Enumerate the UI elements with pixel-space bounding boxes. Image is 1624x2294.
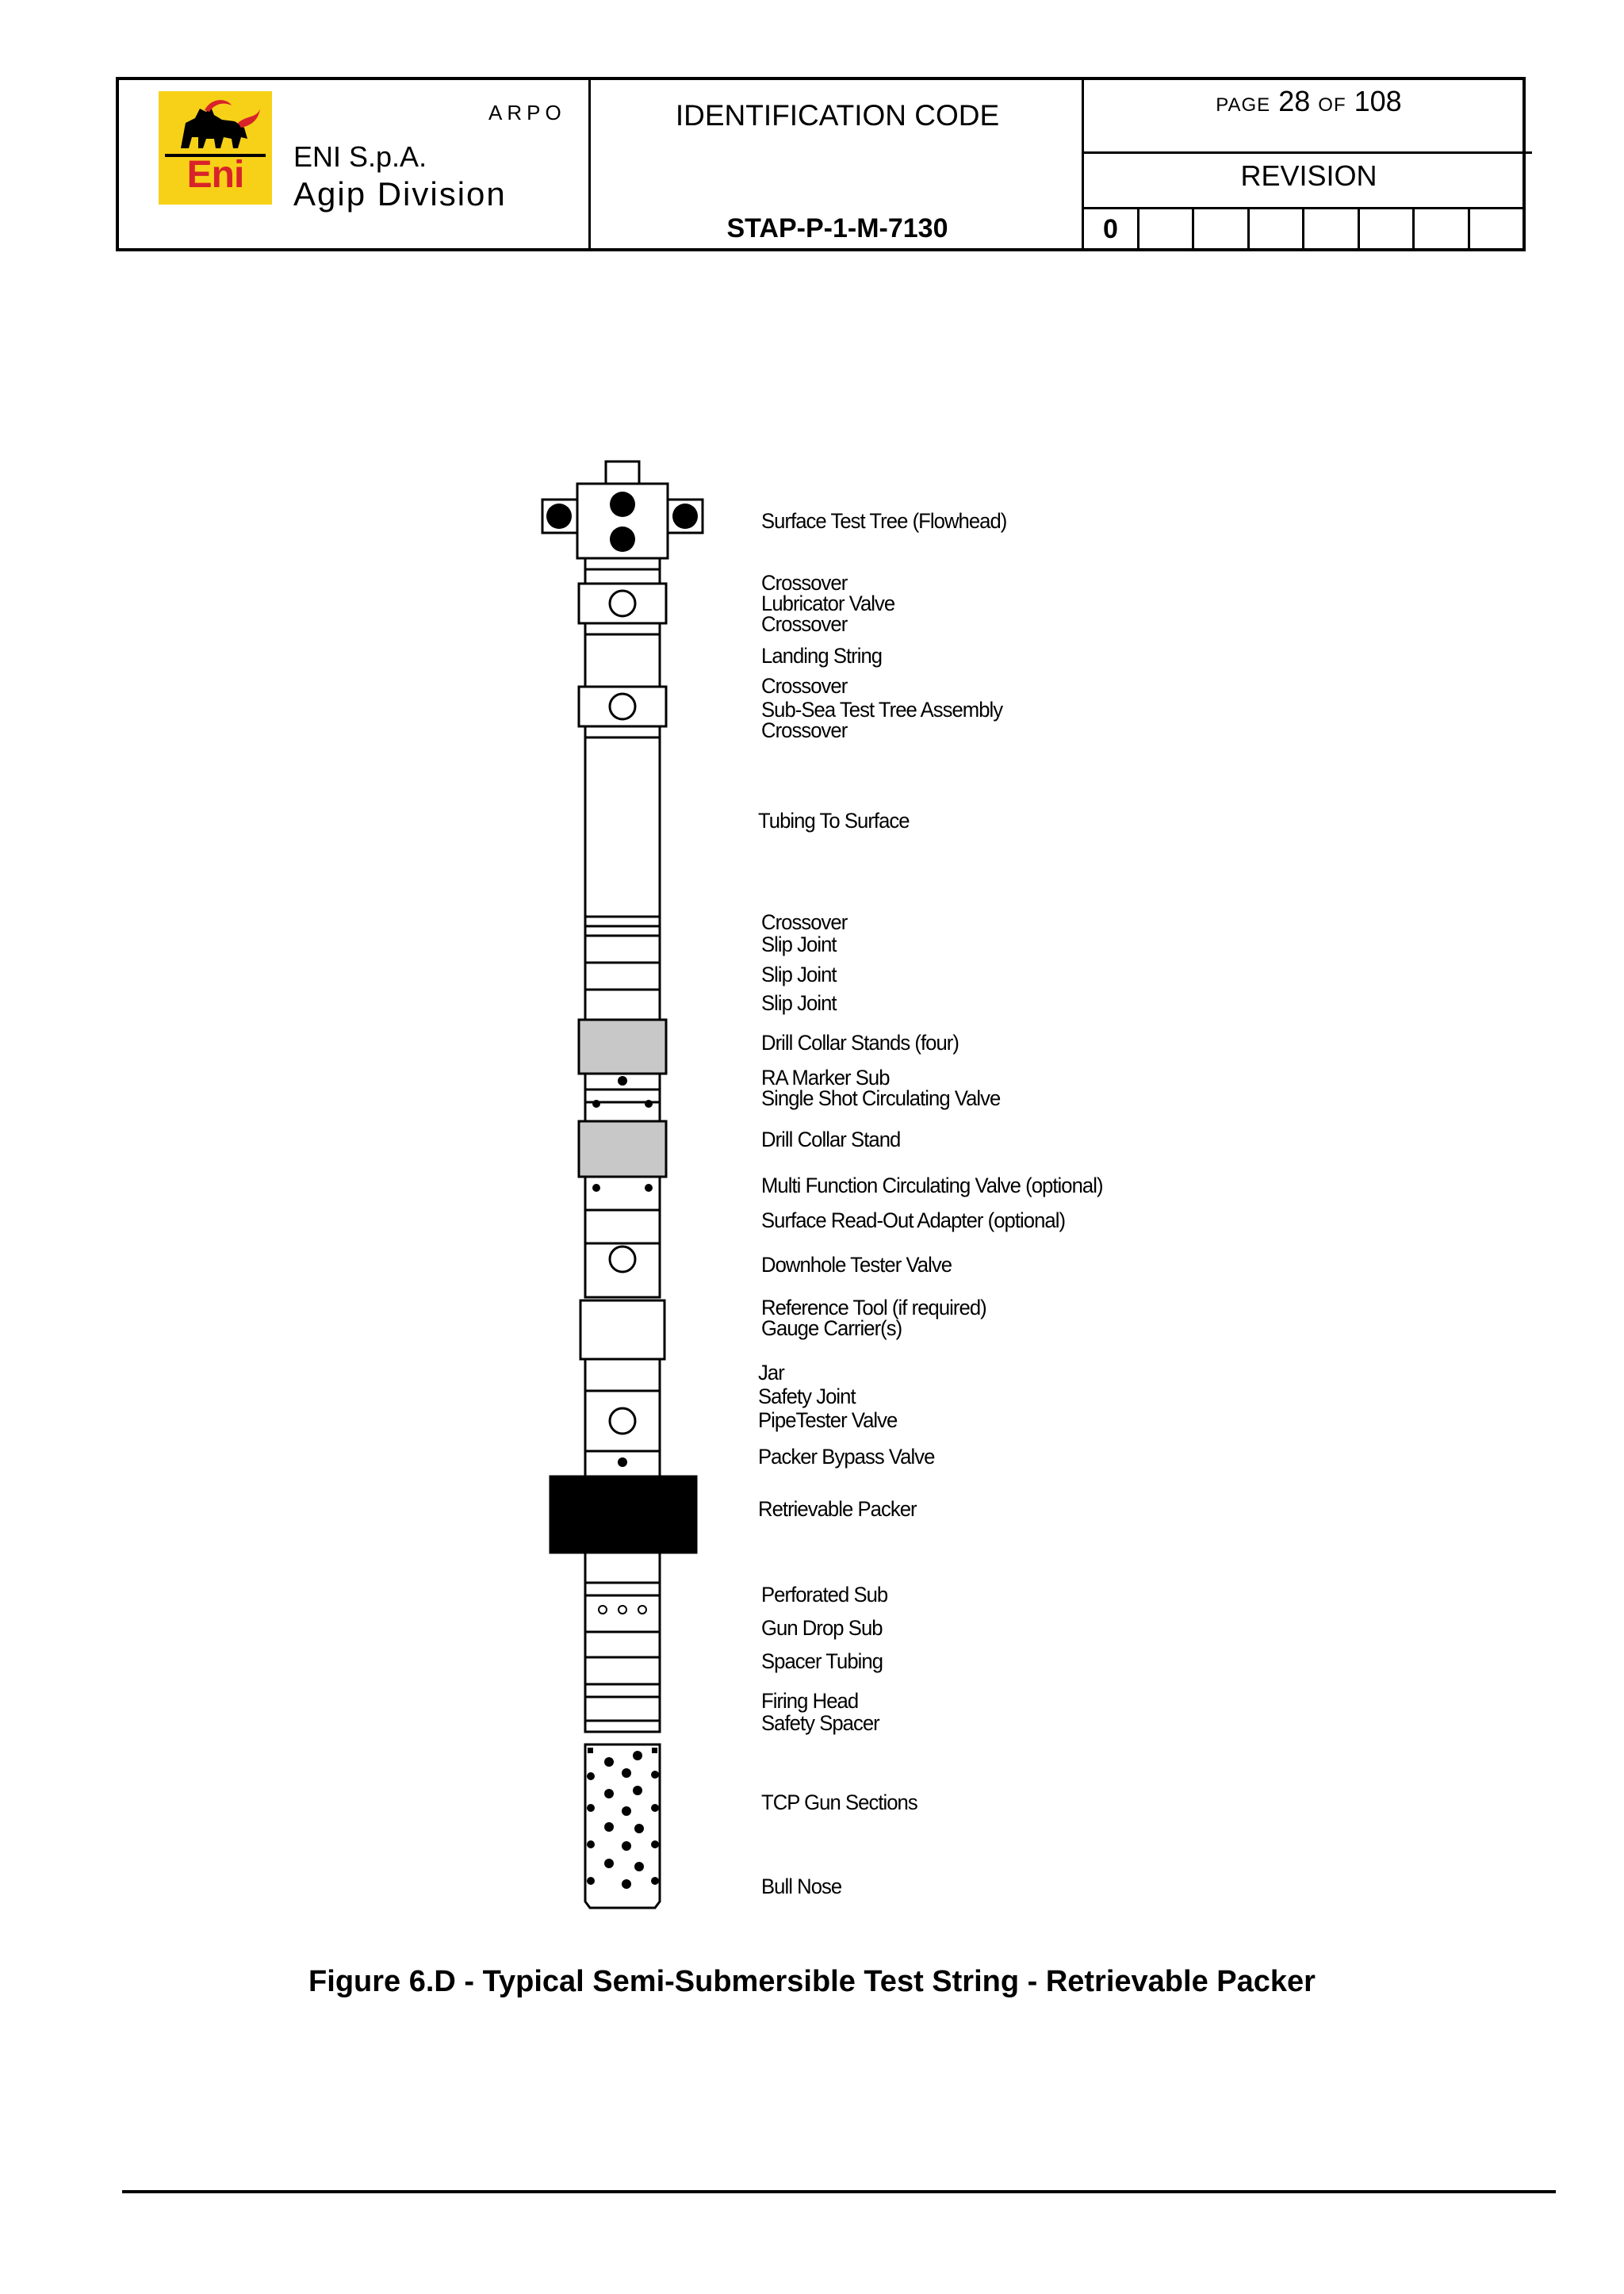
- surface-read-out-adapter: [585, 1210, 660, 1243]
- retrievable-packer: [550, 1476, 696, 1553]
- component-label: Sub-Sea Test Tree Assembly: [761, 698, 1003, 722]
- component-label: Landing String: [761, 644, 883, 668]
- component-label: Gauge Carrier(s): [761, 1316, 902, 1340]
- company-name: ENI S.p.A.: [293, 140, 427, 173]
- slip-joint-segment: [585, 990, 660, 1020]
- component-label: Crossover: [761, 571, 848, 595]
- component-label: Crossover: [761, 910, 848, 934]
- component-label: Surface Read-Out Adapter (optional): [761, 1208, 1066, 1232]
- component-label: Slip Joint: [761, 963, 837, 986]
- page-of: OF: [1318, 94, 1346, 116]
- component-label: Firing Head: [761, 1689, 859, 1713]
- identification-code-label: IDENTIFICATION CODE: [675, 99, 1000, 132]
- component-label: Retrievable Packer: [758, 1497, 917, 1521]
- subsea-ball-valve: [610, 694, 635, 719]
- component-label: PipeTester Valve: [758, 1408, 898, 1432]
- jar-segment: [585, 1359, 660, 1391]
- component-label: Reference Tool (if required): [761, 1296, 986, 1319]
- flowhead-swab-cap: [606, 461, 639, 484]
- bypass-port-dot: [618, 1457, 627, 1467]
- revision-label: REVISION: [1240, 159, 1377, 192]
- lubricator-ball-valve: [610, 591, 635, 616]
- slip-joint-segment: [585, 936, 660, 963]
- landing-string-segment: [585, 623, 660, 687]
- multi-function-circulating-valve: [585, 1177, 660, 1210]
- spacer-tubing: [585, 1657, 660, 1697]
- flowhead-valve-bottom: [610, 527, 635, 552]
- component-label: Tubing To Surface: [758, 809, 910, 833]
- component-label: Bull Nose: [761, 1875, 842, 1898]
- component-label: Drill Collar Stands (four): [761, 1031, 959, 1055]
- component-label: RA Marker Sub: [761, 1066, 890, 1090]
- lower-tubing-segment: [585, 1553, 660, 1595]
- arpo-label: ARPO: [488, 101, 566, 124]
- page-label: PAGE: [1216, 94, 1271, 116]
- port-dot: [645, 1100, 653, 1108]
- component-label: Lubricator Valve: [761, 592, 895, 615]
- flowhead-wing-valve-left: [546, 504, 572, 529]
- crossover-segment: [585, 558, 660, 584]
- component-label: TCP Gun Sections: [761, 1790, 917, 1814]
- port-dot: [645, 1184, 653, 1192]
- flowhead-wing-valve-right: [672, 504, 698, 529]
- slip-joint-segment: [585, 963, 660, 990]
- component-label: Spacer Tubing: [761, 1649, 883, 1673]
- gun-drop-sub: [585, 1632, 660, 1657]
- component-label: Surface Test Tree (Flowhead): [761, 509, 1007, 533]
- component-label: Crossover: [761, 718, 848, 742]
- drill-collar-stand: [579, 1121, 666, 1177]
- page-total: 108: [1354, 85, 1402, 117]
- perforation-hole: [638, 1606, 646, 1614]
- component-label: Single Shot Circulating Valve: [761, 1086, 1001, 1110]
- port-dot: [592, 1100, 600, 1108]
- logo-text: Eni: [186, 154, 244, 196]
- perforation-hole: [599, 1606, 607, 1614]
- component-label: Packer Bypass Valve: [758, 1445, 935, 1469]
- footer-rule: [122, 2190, 1556, 2193]
- tester-ball-valve: [610, 1247, 635, 1272]
- port-dot: [592, 1184, 600, 1192]
- drill-collar-stands: [579, 1020, 666, 1074]
- firing-head-safety-spacer: [585, 1697, 660, 1732]
- reference-tool-gauge-carrier: [580, 1300, 665, 1359]
- component-label: Crossover: [761, 674, 848, 698]
- component-label: Slip Joint: [761, 991, 837, 1015]
- division-name: Agip Division: [293, 175, 507, 213]
- component-label: Safety Joint: [758, 1384, 856, 1408]
- page-number: 28: [1278, 85, 1311, 117]
- component-label: Jar: [758, 1361, 784, 1384]
- identification-code: STAP-P-1-M-7130: [726, 213, 948, 243]
- figure-caption: Figure 6.D - Typical Semi-Submersible Test String - Retrievable Packer: [308, 1965, 1316, 1998]
- component-label: Safety Spacer: [761, 1711, 879, 1735]
- component-label: Multi Function Circulating Valve (optional): [761, 1174, 1103, 1197]
- ra-marker-dot: [618, 1076, 627, 1086]
- revision-cell: 0: [1084, 209, 1139, 248]
- component-label: Gun Drop Sub: [761, 1616, 883, 1640]
- component-label: Downhole Tester Valve: [761, 1253, 952, 1277]
- component-label: Slip Joint: [761, 933, 837, 956]
- component-label: Perforated Sub: [761, 1583, 888, 1607]
- perforation-hole: [619, 1606, 626, 1614]
- component-label: Crossover: [761, 612, 848, 636]
- flowhead-valve-top: [610, 492, 635, 517]
- pipe-tester-ball-valve: [610, 1408, 635, 1434]
- component-label: Drill Collar Stand: [761, 1128, 901, 1151]
